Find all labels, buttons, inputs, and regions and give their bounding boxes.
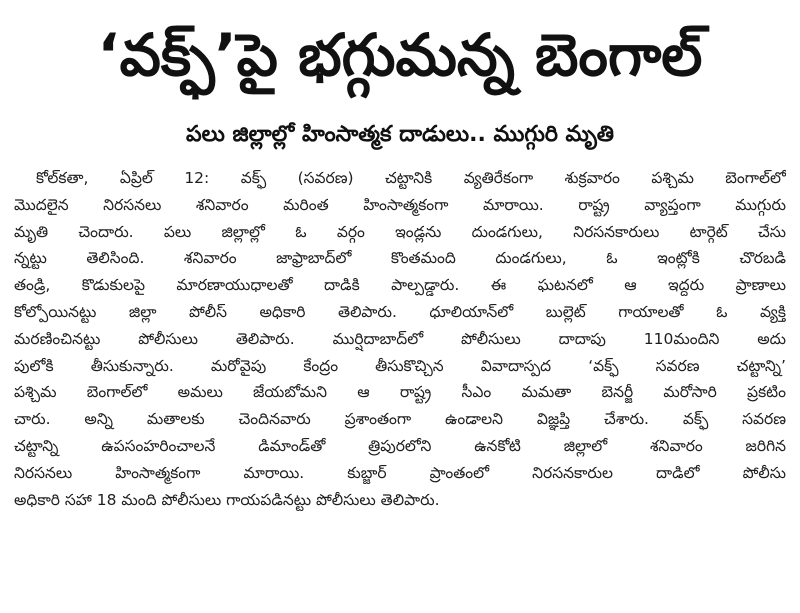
body-line: చారు. అన్ని మతాలకు చెందినవారు ప్రశాంతంగా ఉండాలని విజ్ఞప్తి చేశారు. వక్ఫ్ సవరణ [14, 410, 786, 429]
body-line: న్నట్టు తెలిసింది. శనివారం జాఫ్రాబాద్‌లో కొంతమంది దుండగులు, ఓ ఇంట్లోకి చొరబడి [14, 249, 786, 268]
body-line: మృతి చెందారు. పలు జిల్లాల్లో ఓ వర్గం ఇండ్లను దుండగులు, నిరసనకారులు టార్గెట్ చేసు [14, 222, 786, 241]
body-line: కోల్‌కతా, ఏప్రిల్ 12: వక్ఫ్ (సవరణ) చట్టానికి వ్యతిరేకంగా శుక్రవారం పశ్చిమ బెంగాల్‌లో [36, 169, 786, 187]
body-line: చట్టాన్ని ఉపసంహరించాలనే డిమాండ్‌తో త్రిపురలోని ఉనకోటి జిల్లాలో శనివారం జరిగిన [14, 436, 786, 455]
body-line: మొదలైన నిరసనలు శనివారం మరింత హింసాత్మకంగా మారాయి. రాష్ట్ర వ్యాప్తంగా ముగ్గురు [14, 195, 786, 214]
article-body [14, 165, 786, 513]
body-line: పులోకి తీసుకున్నారు. మరోవైపు కేంద్రం తీసుకొచ్చిన వివాదాస్పద ‘వక్ఫ్ సవరణ చట్టాన్ని’ [14, 356, 786, 375]
body-line: నిరసనలు హింసాత్మకంగా మారాయి. కుబ్జార్ ప్రాంతంలో నిరసనకారుల దాడిలో పోలీసు [14, 463, 786, 482]
body-line: తండ్రి, కొడుకులపై మారణాయుధాలతో దాడికి పాల్పడ్డారు. ఈ ఘటనలో ఆ ఇద్దరు ప్రాణాలు [14, 276, 786, 295]
headline: ‘వక్ఫ్’పై భగ్గుమన్న బెంగాల్ [97, 21, 703, 89]
body-line: అధికారి సహా 18 మంది పోలీసులు గాయపడినట్టు పోలీసులు తెలిపారు. [14, 490, 440, 509]
body-line: పశ్చిమ బెంగాల్‌లో అమలు జేయబోమని ఆ రాష్ట్ర సీఎం మమతా బెనర్జీ మరోసారి ప్రకటిం [14, 383, 786, 402]
body-line: కోల్పోయినట్టు జిల్లా పోలీస్ అధికారి తెలిపారు. ధూలియాన్‌లో బుల్లెట్ గాయాలతో ఓ వ్యక్తి [14, 302, 786, 321]
body-line: మరణించినట్టు పోలీసులు తెలిపారు. ముర్షిదాబాద్‌లో పోలీసులు దాదాపు 110మందిని అదు [14, 329, 786, 348]
subheadline: పలు జిల్లాల్లో హింసాత్మక దాడులు.. ముగ్గురి మృతి [186, 122, 614, 147]
